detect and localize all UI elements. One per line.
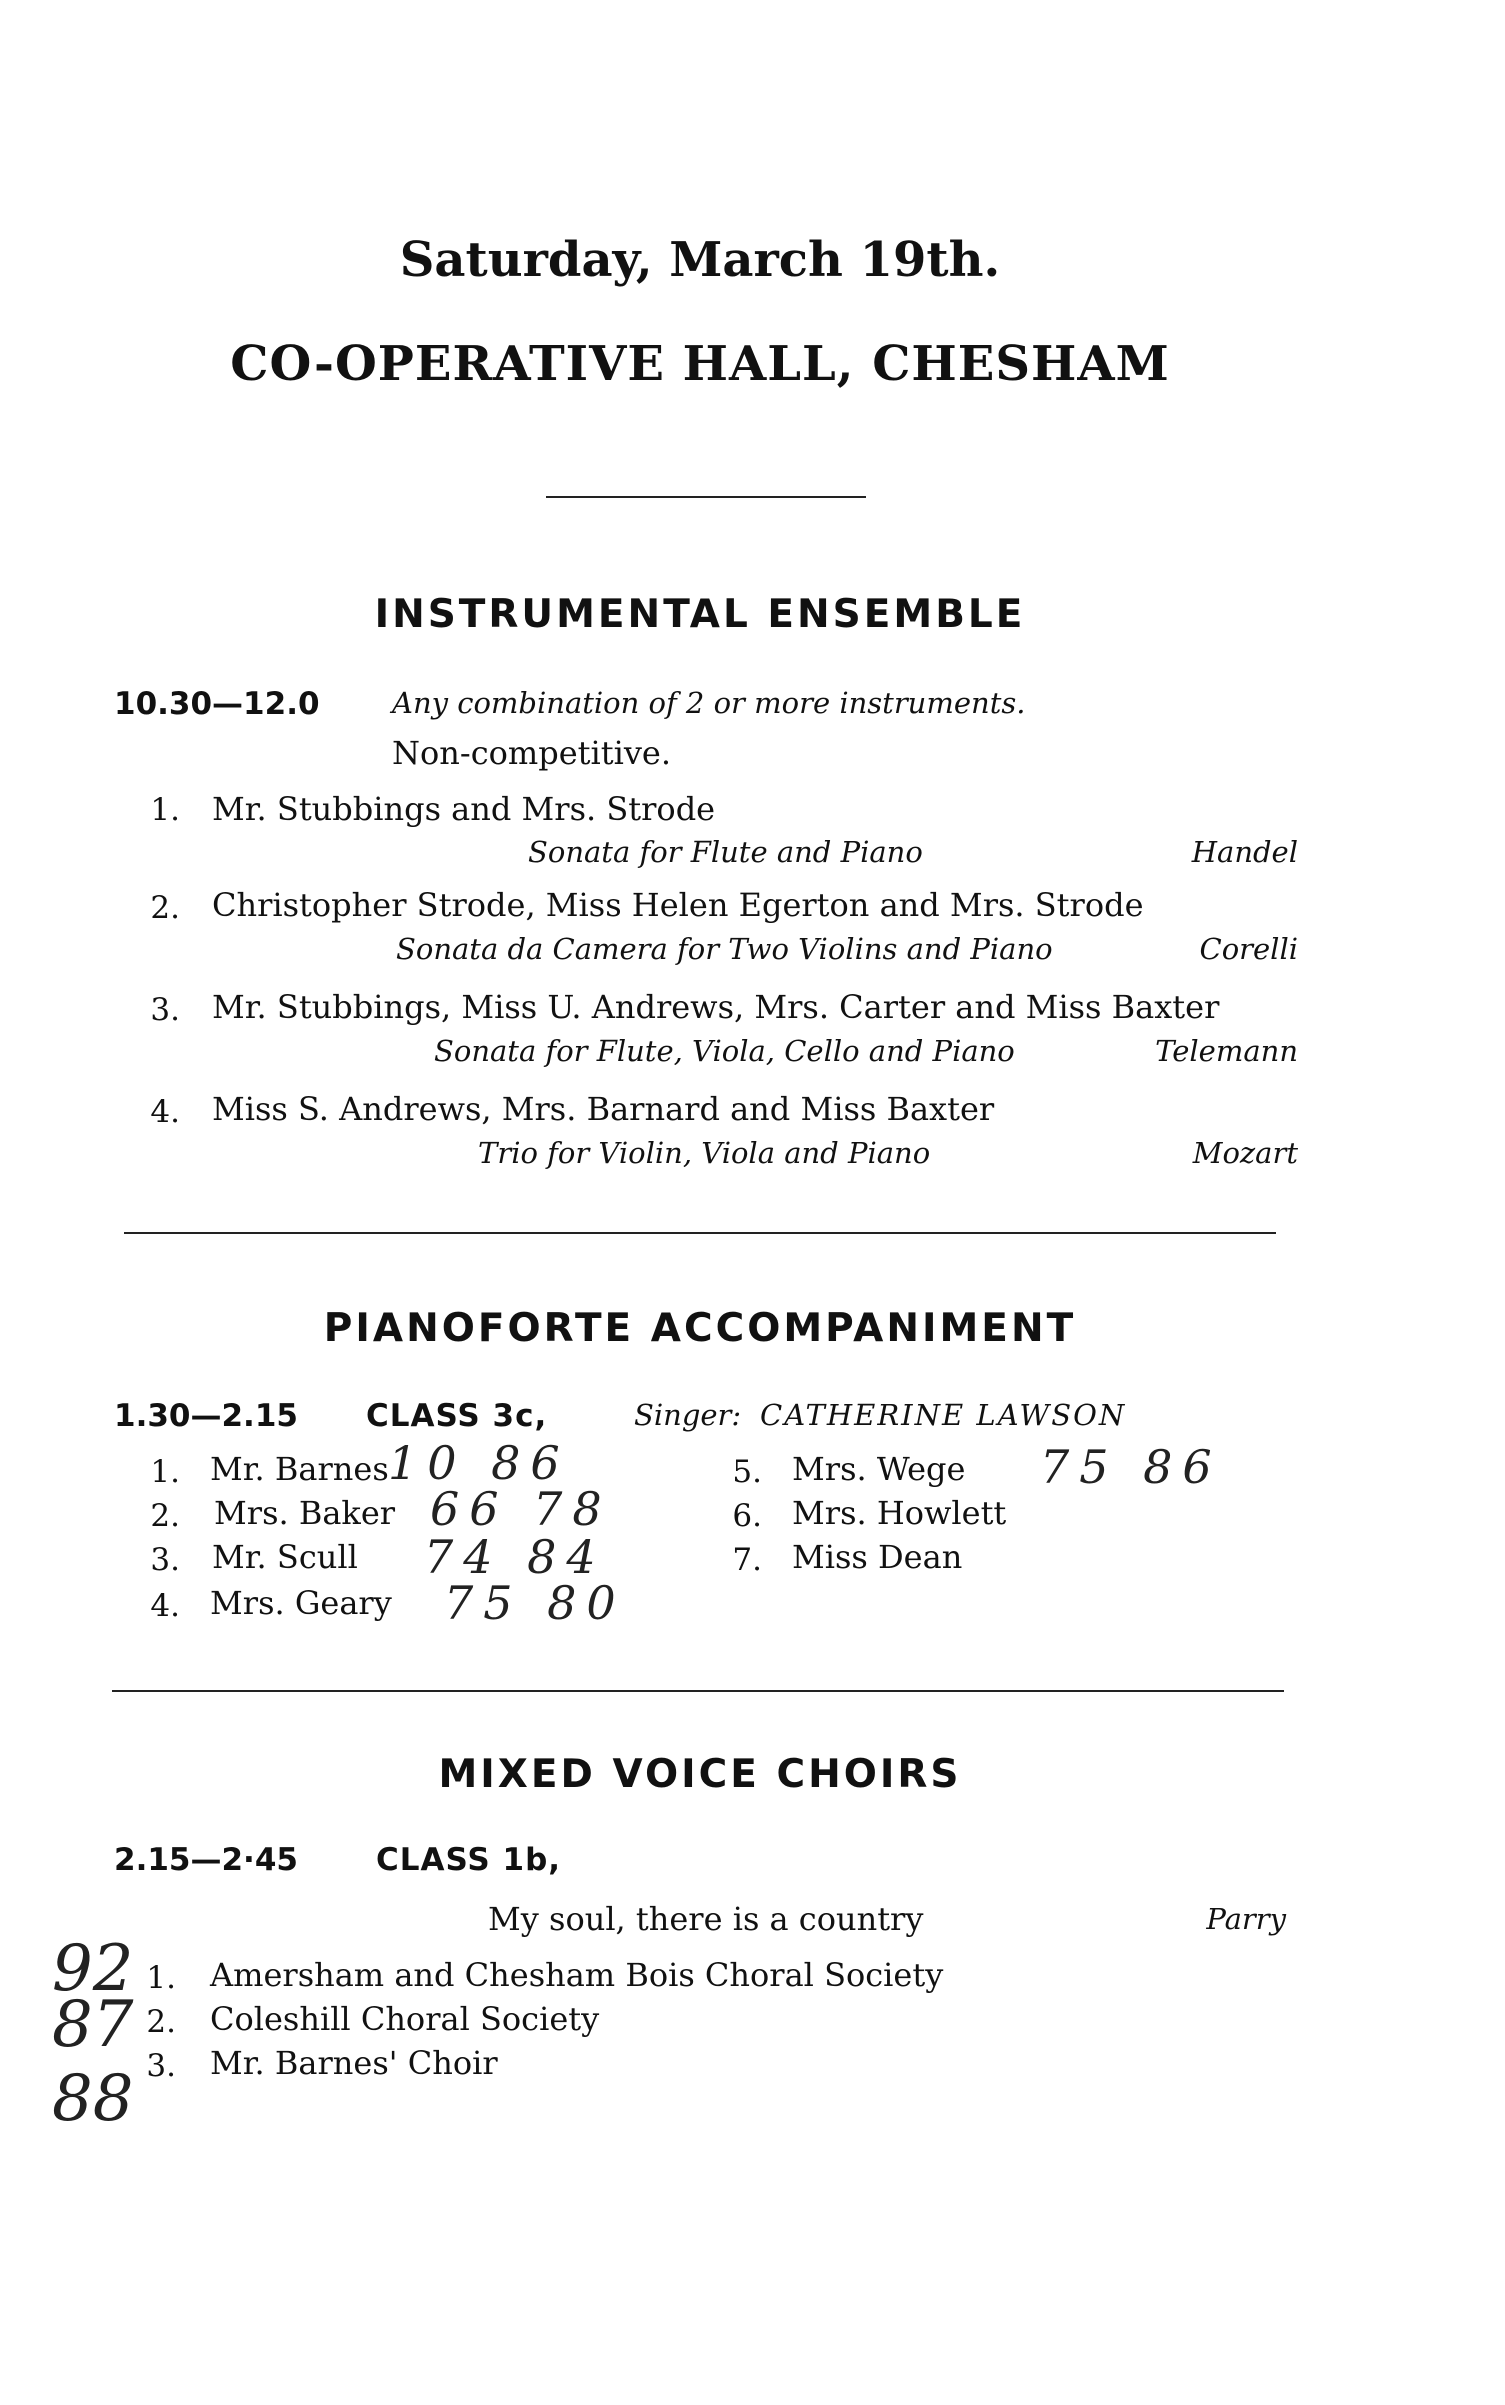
entry-number: 4.	[150, 1094, 180, 1130]
entry-name: Mr. Barnes' Choir	[210, 2044, 498, 2082]
section-title-choirs: MIXED VOICE CHOIRS	[438, 1752, 962, 1797]
divider	[124, 1232, 1276, 1234]
entry-number: 4.	[150, 1588, 180, 1624]
accompaniment-time: 1.30—2.15	[114, 1398, 298, 1434]
choirs-class: CLASS 1b,	[376, 1842, 562, 1878]
entry-number: 6.	[732, 1498, 762, 1534]
entry-number: 7.	[732, 1542, 762, 1578]
entry-name: Mrs. Baker	[214, 1494, 396, 1532]
entry-number: 1.	[150, 792, 180, 828]
handwritten-marks: 10 86	[388, 1436, 570, 1490]
choirs-composer: Parry	[1206, 1902, 1286, 1936]
handwritten-mark: 87	[52, 1988, 134, 2062]
ensemble-note: Non-competitive.	[392, 734, 672, 772]
entry-performers: Mr. Stubbings, Miss U. Andrews, Mrs. Carter and Miss Baxter	[212, 988, 1220, 1026]
entry-performers: Christopher Strode, Miss Helen Egerton and Mrs. Strode	[212, 886, 1144, 924]
entry-piece: Trio for Violin, Viola and Piano	[478, 1136, 931, 1170]
entry-number: 3.	[150, 1542, 180, 1578]
handwritten-marks: 74 84	[424, 1530, 606, 1584]
entry-name: Mrs. Wege	[792, 1450, 966, 1488]
entry-composer: Handel	[1191, 835, 1298, 869]
singer-name: CATHERINE LAWSON	[760, 1398, 1127, 1432]
entry-number: 1.	[146, 1960, 176, 1996]
handwritten-marks: 75 80	[444, 1576, 626, 1630]
handwritten-marks: 66 78	[430, 1482, 612, 1536]
entry-piece: Sonata for Flute, Viola, Cello and Piano	[434, 1034, 1015, 1068]
entry-number: 1.	[150, 1454, 180, 1490]
choirs-piece: My soul, there is a country	[488, 1900, 924, 1938]
entry-composer: Mozart	[1192, 1136, 1298, 1170]
entry-number: 3.	[150, 992, 180, 1028]
event-date: Saturday, March 19th.	[399, 232, 1001, 288]
entry-composer: Corelli	[1199, 932, 1298, 966]
choirs-time: 2.15—2·45	[114, 1842, 298, 1878]
entry-number: 2.	[150, 890, 180, 926]
entry-number: 2.	[150, 1498, 180, 1534]
divider-short	[546, 496, 866, 498]
entry-name: Mrs. Geary	[210, 1584, 392, 1622]
entry-performers: Mr. Stubbings and Mrs. Strode	[212, 790, 716, 828]
entry-name: Coleshill Choral Society	[210, 2000, 600, 2038]
entry-name: Amersham and Chesham Bois Choral Society	[210, 1956, 944, 1994]
section-title-accompaniment: PIANOFORTE ACCOMPANIMENT	[323, 1306, 1077, 1351]
entry-composer: Telemann	[1155, 1034, 1298, 1068]
entry-piece: Sonata da Camera for Two Violins and Piano	[396, 932, 1053, 966]
entry-name: Mrs. Howlett	[792, 1494, 1007, 1532]
entry-performers: Miss S. Andrews, Mrs. Barnard and Miss Baxter	[212, 1090, 995, 1128]
entry-name: Miss Dean	[792, 1538, 963, 1576]
ensemble-time: 10.30—12.0	[114, 686, 320, 722]
ensemble-description: Any combination of 2 or more instruments.	[392, 686, 1026, 720]
section-title-ensemble: INSTRUMENTAL ENSEMBLE	[374, 592, 1026, 637]
divider	[112, 1690, 1284, 1692]
venue-title: CO-OPERATIVE HALL, CHESHAM	[230, 336, 1170, 392]
entry-number: 2.	[146, 2004, 176, 2040]
entry-number: 5.	[732, 1454, 762, 1490]
entry-name: Mr. Scull	[212, 1538, 358, 1576]
entry-number: 3.	[146, 2048, 176, 2084]
entry-piece: Sonata for Flute and Piano	[528, 835, 923, 869]
accompaniment-class: CLASS 3c,	[366, 1398, 548, 1434]
singer-label: Singer:	[634, 1398, 742, 1432]
handwritten-mark: 88	[52, 2062, 134, 2136]
handwritten-marks: 75 86	[1040, 1440, 1222, 1494]
handwritten-mark: 92	[52, 1932, 134, 2006]
entry-name: Mr. Barnes	[210, 1450, 389, 1488]
